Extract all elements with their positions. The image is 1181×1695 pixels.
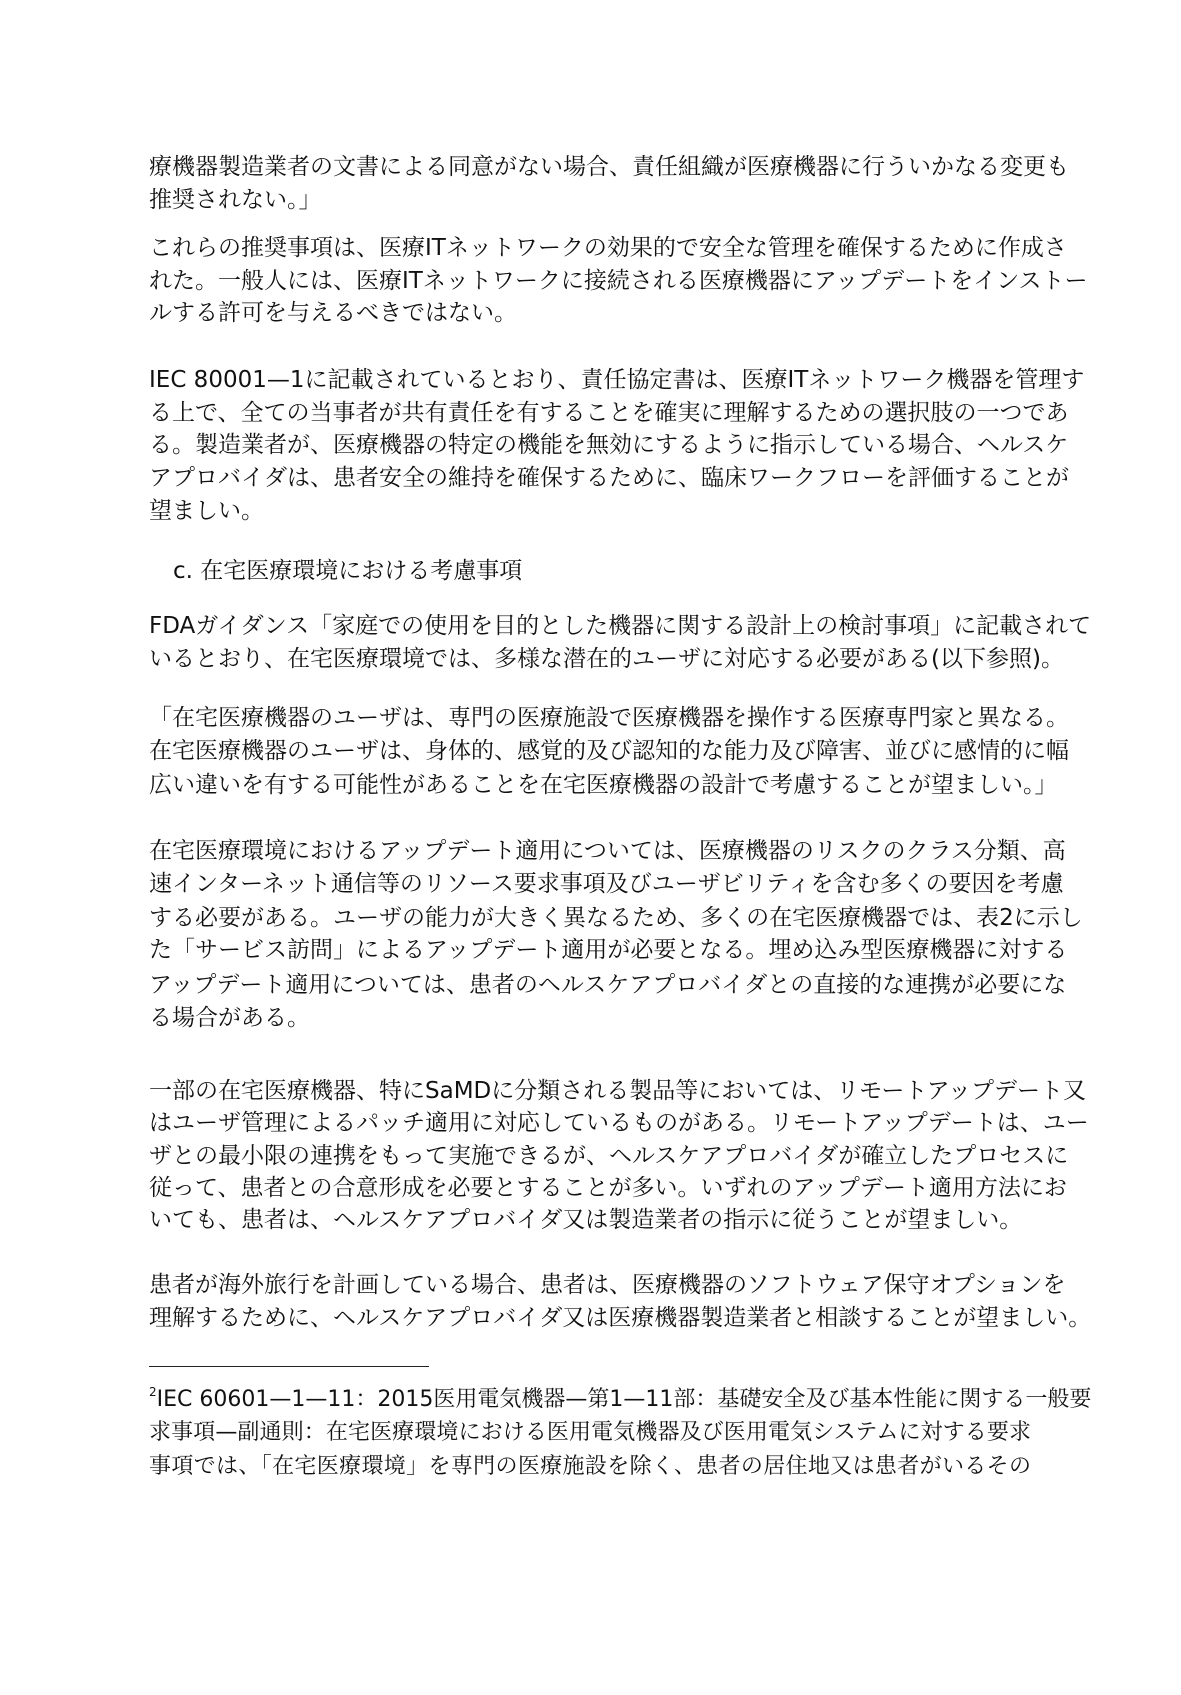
text-line: 在宅医療機器のユーザは、身体的、感覚的及び認知的な能力及び障害、並びに感情的に幅: [149, 738, 1069, 764]
text-line: 「在宅医療機器のユーザは、専門の医療施設で医療機器を操作する医療専門家と異なる。: [149, 705, 1069, 731]
text-line: 理解するために、ヘルスケアプロバイダ又は医療機器製造業者と相談することが望ましい。: [149, 1305, 1092, 1331]
text-line: ザとの最小限の連携をもって実施できるが、ヘルスケアプロバイダが確立したプロセスに: [149, 1143, 1069, 1169]
text-line: する必要がある。ユーザの能力が大きく異なるため、多くの在宅医療機器では、表2に示し: [149, 905, 1083, 931]
section-heading: c. 在宅医療環境における考慮事項: [173, 558, 523, 584]
footnote-line: 求事項—副通則：在宅医療環境における医用電気機器及び医用電気システムに対する要求: [149, 1420, 1031, 1445]
text-line: 速インターネット通信等のリソース要求事項及びユーザビリティを含む多くの要因を考慮: [149, 871, 1064, 897]
text-line: アップデート適用については、患者のヘルスケアプロバイダとの直接的な連携が必要にな: [149, 972, 1067, 998]
text-line: 一部の在宅医療機器、特にSaMDに分類される製品等においては、リモートアップデート又: [149, 1078, 1087, 1104]
text-line: 従って、患者との合意形成を必要とすることが多い。いずれのアップデート適用方法にお: [149, 1175, 1067, 1201]
text-line: る上で、全ての当事者が共有責任を有することを確実に理解するための選択肢の一つであ: [149, 400, 1069, 426]
text-line: これらの推奨事項は、医療ITネットワークの効果的で安全な管理を確保するために作成さ: [149, 235, 1067, 261]
text-line: いるとおり、在宅医療環境では、多様な潜在的ユーザに対応する必要がある(以下参照)。: [149, 646, 1064, 672]
text-line: 在宅医療環境におけるアップデート適用については、医療機器のリスクのクラス分類、高: [149, 838, 1066, 864]
text-line: IEC 80001—1に記載されているとおり、責任協定書は、医療ITネットワーク機器を管理す: [149, 367, 1085, 393]
text-line: FDAガイダンス「家庭での使用を目的とした機器に関する設計上の検討事項」に記載されて: [149, 613, 1092, 639]
text-line: 推奨されない。」: [149, 187, 322, 213]
text-line: はユーザ管理によるパッチ適用に対応しているものがある。リモートアップデートは、ユー: [149, 1110, 1089, 1136]
text-line: ルする許可を与えるべきではない。: [149, 300, 517, 326]
footnote-separator: [149, 1366, 429, 1367]
text-line: 療機器製造業者の文書による同意がない場合、責任組織が医療機器に行ういかなる変更も: [149, 154, 1069, 180]
footnote-marker: 2: [149, 1385, 157, 1399]
text-line: る場合がある。: [149, 1005, 310, 1031]
text-line: た「サービス訪問」によるアップデート適用が必要となる。埋め込み型医療機器に対する: [149, 937, 1068, 963]
text-line: いても、患者は、ヘルスケアプロバイダ又は製造業者の指示に従うことが望ましい。: [149, 1207, 1023, 1233]
text-line: る。製造業者が、医療機器の特定の機能を無効にするように指示している場合、ヘルスケ: [149, 432, 1069, 458]
footnote-text: IEC 60601—1—11：2015医用電気機器—第1—11部：基礎安全及び基本性能に関する一般要: [156, 1387, 1092, 1412]
text-line: 望ましい。: [149, 498, 264, 524]
text-line: 患者が海外旅行を計画している場合、患者は、医療機器のソフトウェア保守オプションを: [149, 1272, 1066, 1298]
footnote-line: [149, 1384, 1092, 1416]
text-line: 広い違いを有する可能性があることを在宅医療機器の設計で考慮することが望ましい。」: [149, 772, 1058, 798]
text-line: アプロバイダは、患者安全の維持を確保するために、臨床ワークフローを評価することが: [149, 465, 1069, 491]
footnote-line: 事項では、「在宅医療環境」を専門の医療施設を除く、患者の居住地又は患者がいるその: [149, 1454, 1031, 1479]
text-line: れた。一般人には、医療ITネットワークに接続される医療機器にアップデートをインストー: [149, 268, 1088, 294]
